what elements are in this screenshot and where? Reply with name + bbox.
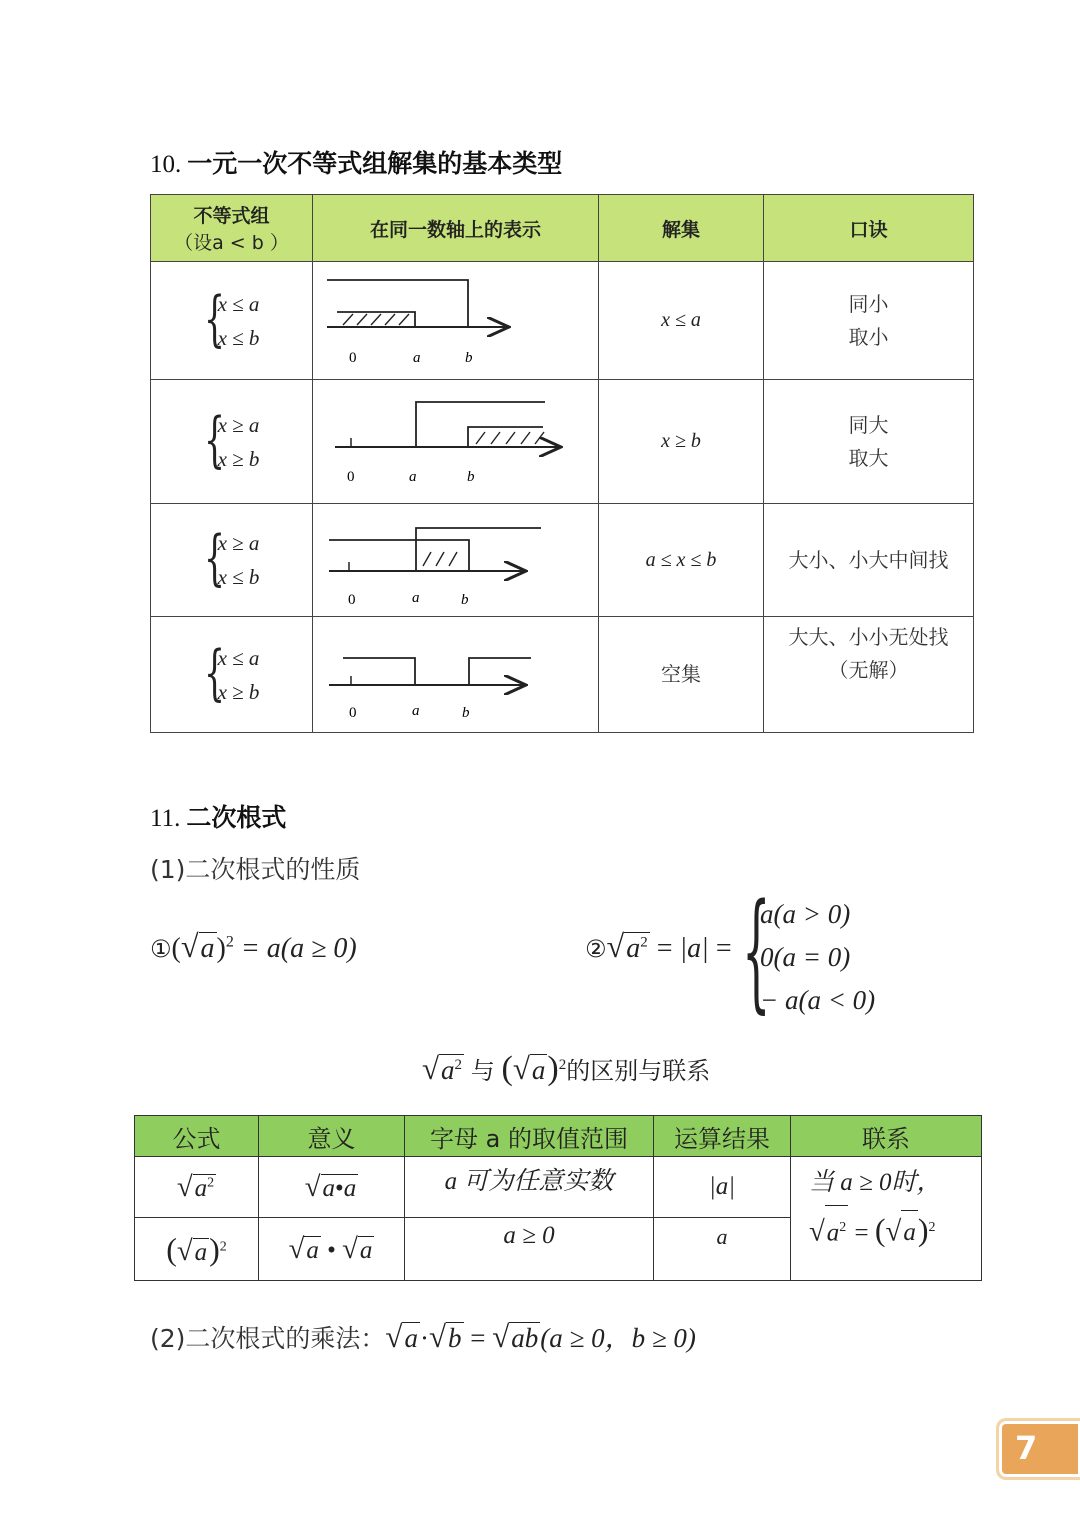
inequality-system: { x ≥ a x ≤ b <box>203 523 260 593</box>
meaning-cell: √a • √a <box>259 1218 405 1281</box>
tick-label-0: 0 <box>349 350 357 366</box>
section-10-number: 10. <box>150 151 182 178</box>
table-row <box>135 1157 982 1218</box>
number-line-diagram <box>313 380 599 503</box>
tick-label-a: a <box>413 350 421 366</box>
inequality-system: { x ≤ a x ≤ b <box>203 283 260 354</box>
solution-cell: x ≥ b <box>599 380 764 504</box>
result-cell: a <box>654 1218 791 1281</box>
tick-label-a: a <box>412 590 420 606</box>
property-2: $②√a^2 = |a|$ = <box>585 928 732 964</box>
circled-2-mark: ② <box>585 935 607 963</box>
circled-1-mark: ① <box>150 935 172 963</box>
page-number: 7 <box>1015 1429 1038 1467</box>
subsection-2-title: (2)二次根式的乘法： <box>150 1324 386 1353</box>
number-line-diagram <box>313 617 599 732</box>
tick-label-b: b <box>462 705 470 721</box>
page-number-badge <box>996 1418 1080 1480</box>
range-cell: a ≥ 0 <box>405 1218 654 1281</box>
number-line-diagram <box>313 262 599 379</box>
formula-sqrt-a-paren-squared: $(√a)^2$ <box>135 1218 259 1281</box>
meaning-cell: √a•a <box>259 1157 405 1218</box>
range-cell: a 可为任意实数 <box>405 1157 654 1218</box>
piecewise-brace: { <box>742 877 771 1026</box>
number-line-diagram <box>313 504 599 616</box>
tick-label-a: a <box>409 469 417 485</box>
comparison-caption: $√a^2$ 与 $(√a)^2$的区别与联系 <box>422 1050 711 1087</box>
section-10-title: 一元一次不等式组解集的基本类型 <box>187 149 563 178</box>
tick-label-0: 0 <box>349 705 357 721</box>
formula-sqrt-a-squared: $√a^2$ <box>135 1157 259 1218</box>
header-formula: 公式 <box>135 1116 259 1157</box>
inequality-types-table <box>150 194 974 733</box>
header-result: 运算结果 <box>654 1116 791 1157</box>
result-cell: |a| <box>654 1157 791 1218</box>
tick-label-b: b <box>465 350 473 366</box>
header-range: 字母 a 的取值范围 <box>405 1116 654 1157</box>
mnemonic-cell: 大小、小大中间找 <box>764 504 974 617</box>
header-mnemonic: 口诀 <box>764 195 974 262</box>
mnemonic-cell: 大大、小小无处找 （无解） <box>764 617 974 733</box>
subsection-1-title: (1)二次根式的性质 <box>150 855 361 884</box>
solution-cell: a ≤ x ≤ b <box>599 504 764 617</box>
header-meaning: 意义 <box>259 1116 405 1157</box>
section-10-heading <box>150 144 562 180</box>
header-link: 联系 <box>791 1116 982 1157</box>
section-11-title: 二次根式 <box>186 803 287 832</box>
subsection-2: (2)二次根式的乘法：√a·√b = √ab(a ≥ 0，b ≥ 0) <box>150 1319 696 1354</box>
solution-cell: x ≤ a <box>599 262 764 380</box>
solution-cell: 空集 <box>599 617 764 733</box>
tick-label-0: 0 <box>348 592 356 608</box>
section-11-number: 11. <box>150 805 181 832</box>
mnemonic-cell: 同大 取大 <box>764 380 974 504</box>
table-row <box>151 504 974 617</box>
piecewise-cases: a(a > 0) 0(a = 0) − a(a < 0) <box>760 899 876 1015</box>
tick-label-b: b <box>467 469 475 485</box>
table-row <box>151 617 974 733</box>
tick-label-a: a <box>412 703 420 719</box>
header-axis: 在同一数轴上的表示 <box>313 195 599 262</box>
inequality-system: { x ≤ a x ≥ b <box>203 637 260 708</box>
tick-label-b: b <box>461 592 469 608</box>
header-solution: 解集 <box>599 195 764 262</box>
mnemonic-cell: 同小 取小 <box>764 262 974 380</box>
property-1: $①(√a)^2 = a(a \ge 0)$ <box>150 928 357 964</box>
table-header-row <box>135 1116 982 1157</box>
table-row <box>151 262 974 380</box>
header-system: 不等式组 （设a < b ） <box>151 195 313 262</box>
table-row <box>151 380 974 504</box>
tick-label-0: 0 <box>347 469 355 485</box>
inequality-system: { x ≥ a x ≥ b <box>203 404 260 475</box>
section-11-heading <box>150 798 286 834</box>
table-header-row <box>151 195 974 262</box>
sqrt-comparison-table <box>134 1115 982 1281</box>
link-cell: 当 a ≥ 0时， $√a^2 = (√a)^2$ <box>791 1157 982 1281</box>
